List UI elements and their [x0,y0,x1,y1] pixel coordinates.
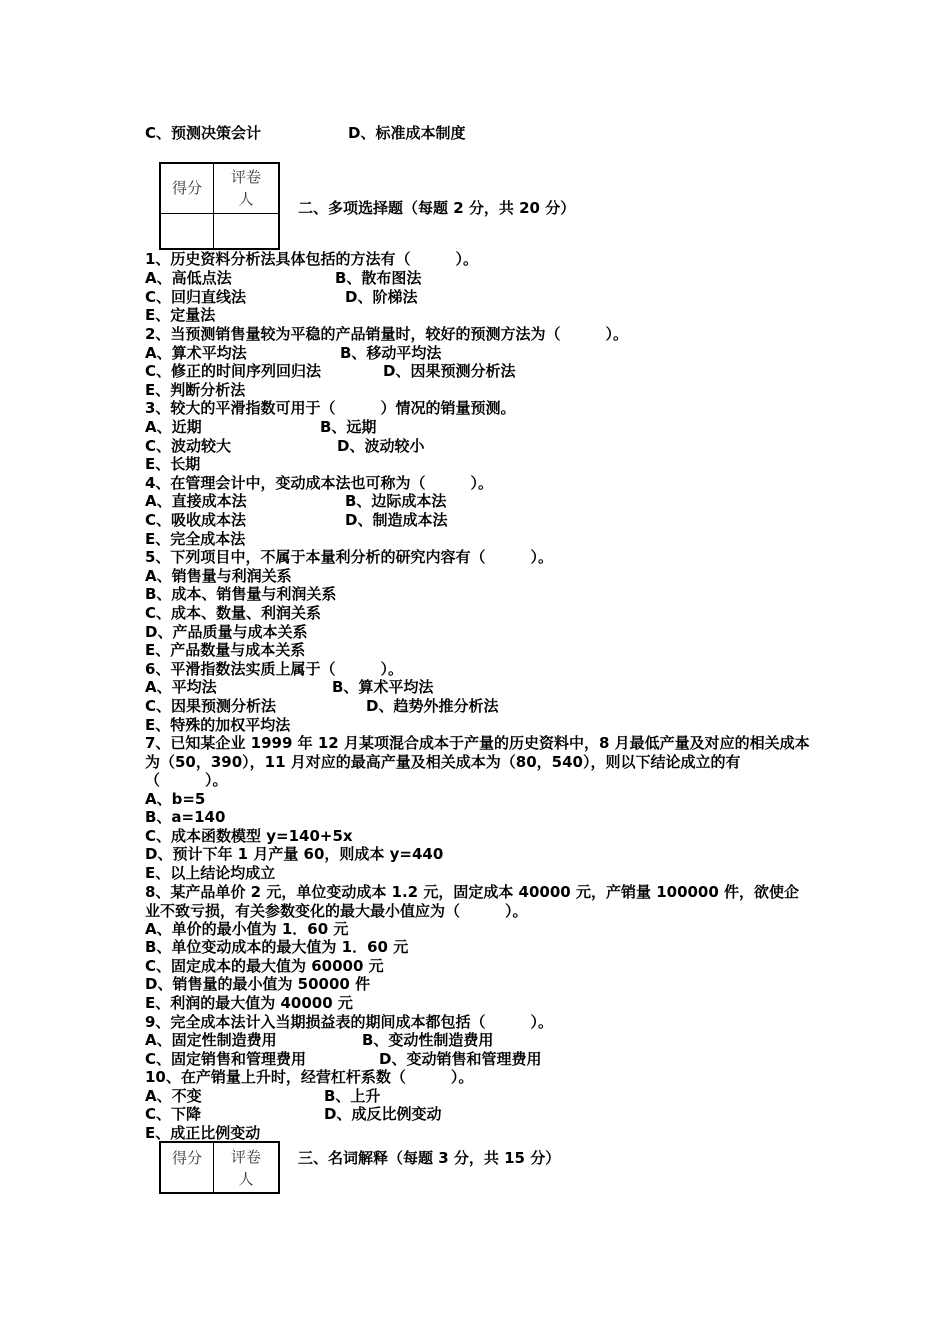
q3-option-e: E、长期 [145,455,201,473]
q2-option-c: C、修正的时间序列回归法 [145,362,322,380]
q10-option-e: E、成正比例变动 [145,1124,261,1142]
q10-option-c: C、下降 [145,1105,202,1123]
q5-option-e: E、产品数量与成本关系 [145,641,306,659]
grader-cell [214,213,280,249]
q6-option-a: A、平均法 [145,678,217,696]
q6-option-e: E、特殊的加权平均法 [145,716,291,734]
score-cell [160,213,214,249]
q6-option-b: B、算术平均法 [332,678,434,696]
q1-option-e: E、定量法 [145,306,216,324]
q8-option-c: C、固定成本的最大值为 60000 元 [145,957,384,975]
score-label: 得分 [160,1142,214,1193]
q8-option-a: A、单价的最小值为 1．60 元 [145,920,349,938]
q9-option-b: B、变动性制造费用 [362,1031,494,1049]
q6-option-c: C、因果预测分析法 [145,697,277,715]
q4-option-d: D、制造成本法 [345,511,448,529]
q3-option-b: B、远期 [320,418,377,436]
question-4: 4、在管理会计中，变动成本法也可称为（ ）。 [145,474,493,492]
q4-option-e: E、完全成本法 [145,530,246,548]
q9-option-d: D、变动销售和管理费用 [379,1050,542,1068]
q4-option-c: C、吸收成本法 [145,511,247,529]
q7-option-d: D、预计下年 1 月产量 60，则成本 y=440 [145,845,444,863]
q7-option-c: C、成本函数模型 y=140+5x [145,827,353,845]
q8-option-d: D、销售量的最小值为 50000 件 [145,975,371,993]
section2-title: 二、多项选择题（每题 2 分，共 20 分） [298,199,576,217]
q6-option-d: D、趋势外推分析法 [366,697,499,715]
q2-option-e: E、判断分析法 [145,381,246,399]
q1-option-a: A、高低点法 [145,269,232,287]
q5-option-c: C、成本、数量、利润关系 [145,604,322,622]
q1-option-d: D、阶梯法 [345,288,418,306]
prev-option-c: C、预测决策会计 [145,124,262,142]
score-box-section2 [159,162,280,250]
prev-option-d: D、标准成本制度 [348,124,466,142]
grader-label: 评卷人 [214,1142,280,1193]
q2-option-a: A、算术平均法 [145,344,247,362]
grader-label: 评卷人 [214,163,280,213]
q5-option-a: A、销售量与利润关系 [145,567,292,585]
section3-title: 三、名词解释（每题 3 分，共 15 分） [298,1149,561,1167]
q9-option-a: A、固定性制造费用 [145,1031,277,1049]
q7-option-b: B、a=140 [145,808,226,826]
q10-option-b: B、上升 [324,1087,381,1105]
q8-option-b: B、单位变动成本的最大值为 1．60 元 [145,938,409,956]
question-8: 8、某产品单价 2 元，单位变动成本 1.2 元，固定成本 40000 元，产销量 100000 件，欲使企业不致亏损，有关参数变化的最大最小值应为（ ）。 [145,883,800,920]
q10-option-d: D、成反比例变动 [324,1105,442,1123]
q10-option-a: A、不变 [145,1087,202,1105]
q3-option-d: D、波动较小 [337,437,425,455]
q4-option-b: B、边际成本法 [345,492,447,510]
question-9: 9、完全成本法计入当期损益表的期间成本都包括（ ）。 [145,1013,553,1031]
question-7: 7、已知某企业 1999 年 12 月某项混合成本于产量的历史资料中，8 月最低产量及对应的相关成本为（50，390），11 月对应的最高产量及相关成本为（80，540），则以下结论成立的有（ ）。 [145,734,810,790]
question-6: 6、平滑指数法实质上属于（ ）。 [145,660,403,678]
question-5: 5、下列项目中，不属于本量利分析的研究内容有（ ）。 [145,548,553,566]
question-2: 2、当预测销售量较为平稳的产品销量时，较好的预测方法为（ ）。 [145,325,628,343]
q5-option-b: B、成本、销售量与利润关系 [145,585,337,603]
q2-option-d: D、因果预测分析法 [383,362,516,380]
q1-option-b: B、散布图法 [335,269,422,287]
q7-option-a: A、b=5 [145,790,206,808]
score-label: 得分 [160,163,214,213]
q5-option-d: D、产品质量与成本关系 [145,623,308,641]
q3-option-c: C、波动较大 [145,437,232,455]
q7-option-e: E、以上结论均成立 [145,864,276,882]
q3-option-a: A、近期 [145,418,202,436]
question-3: 3、较大的平滑指数可用于（ ）情况的销量预测。 [145,399,516,417]
q9-option-c: C、固定销售和管理费用 [145,1050,307,1068]
q4-option-a: A、直接成本法 [145,492,247,510]
q1-option-c: C、回归直线法 [145,288,247,306]
q2-option-b: B、移动平均法 [340,344,442,362]
question-1: 1、历史资料分析法具体包括的方法有（ ）。 [145,250,478,268]
score-box-section3 [159,1141,280,1194]
q8-option-e: E、利润的最大值为 40000 元 [145,994,353,1012]
question-10: 10、在产销量上升时，经营杠杆系数（ ）。 [145,1068,474,1086]
